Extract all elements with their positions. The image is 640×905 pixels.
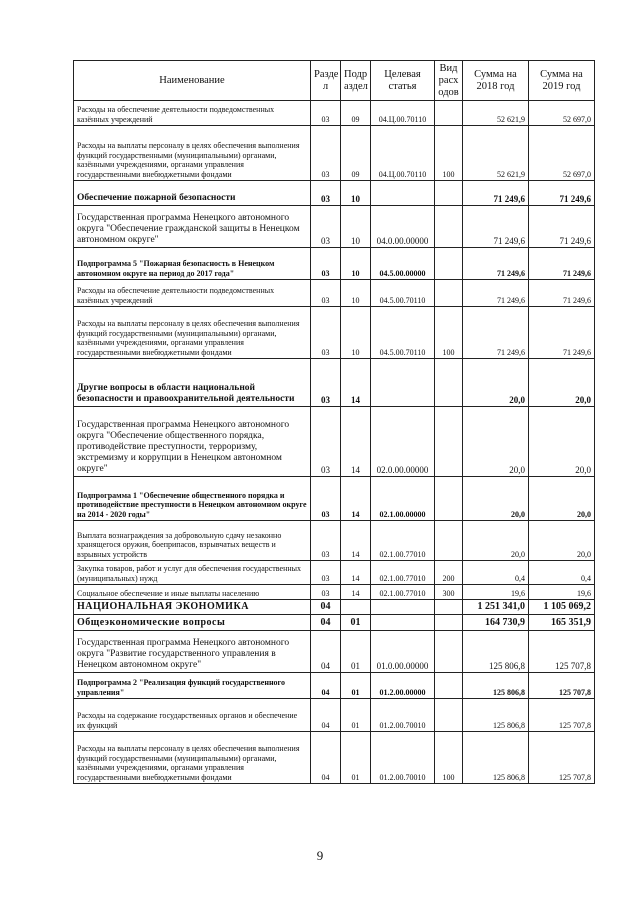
table-row	[74, 732, 595, 784]
cell-sum-2019: 20,0	[529, 407, 595, 477]
cell-podrazdel: 14	[341, 407, 371, 477]
cell-sum-2018: 71 249,6	[463, 248, 529, 280]
cell-expense-type	[435, 477, 463, 521]
cell-target-article: 02.0.00.00000	[371, 407, 435, 477]
cell-razdel: 04	[311, 600, 341, 615]
cell-sum-2019: 71 249,6	[529, 280, 595, 307]
cell-expense-type: 100	[435, 126, 463, 181]
cell-expense-type	[435, 206, 463, 248]
cell-razdel: 03	[311, 126, 341, 181]
cell-sum-2018: 164 730,9	[463, 615, 529, 631]
cell-sum-2019: 0,4	[529, 561, 595, 585]
cell-target-article	[371, 181, 435, 206]
cell-expense-type: 200	[435, 561, 463, 585]
cell-expense-type	[435, 280, 463, 307]
cell-expense-type	[435, 600, 463, 615]
cell-target-article: 04.5.00.70110	[371, 307, 435, 359]
cell-podrazdel: 14	[341, 359, 371, 407]
cell-sum-2019: 125 707,8	[529, 673, 595, 699]
cell-sum-2018: 71 249,6	[463, 181, 529, 206]
cell-sum-2019: 125 707,8	[529, 699, 595, 732]
cell-sum-2019: 52 697,0	[529, 126, 595, 181]
cell-expense-type	[435, 699, 463, 732]
cell-name: Выплата вознаграждения за добровольную сдачу незаконно хранящегося оружия, боеприпасов, взрывчатых веществ и взрывных устройств	[74, 521, 311, 561]
cell-sum-2018: 52 621,9	[463, 101, 529, 126]
table-header-row	[74, 61, 595, 101]
cell-name: Расходы на выплаты персоналу в целях обеспечения выполнения функций государственными (муниципальными) органами, казёнными учреждениями, органами управления государственными внебюджетными фондами	[74, 732, 311, 784]
cell-sum-2018: 1 251 341,0	[463, 600, 529, 615]
budget-table	[73, 60, 595, 784]
cell-razdel: 04	[311, 615, 341, 631]
cell-podrazdel: 01	[341, 732, 371, 784]
table-row	[74, 126, 595, 181]
cell-sum-2018: 125 806,8	[463, 673, 529, 699]
cell-sum-2018: 125 806,8	[463, 699, 529, 732]
cell-podrazdel: 14	[341, 561, 371, 585]
cell-razdel: 03	[311, 280, 341, 307]
cell-target-article: 01.2.00.00000	[371, 673, 435, 699]
cell-razdel: 04	[311, 699, 341, 732]
cell-razdel: 03	[311, 585, 341, 600]
cell-target-article: 04.5.00.70110	[371, 280, 435, 307]
table-row	[74, 206, 595, 248]
cell-razdel: 03	[311, 101, 341, 126]
cell-podrazdel: 10	[341, 181, 371, 206]
table-row	[74, 477, 595, 521]
cell-name: Закупка товаров, работ и услуг для обеспечения государственных (муниципальных) нужд	[74, 561, 311, 585]
cell-sum-2018: 52 621,9	[463, 126, 529, 181]
cell-sum-2019: 71 249,6	[529, 307, 595, 359]
cell-name: Обеспечение пожарной безопасности	[74, 181, 311, 206]
cell-sum-2018: 20,0	[463, 359, 529, 407]
cell-sum-2019: 1 105 069,2	[529, 600, 595, 615]
cell-target-article: 02.1.00.77010	[371, 561, 435, 585]
cell-podrazdel: 14	[341, 585, 371, 600]
table-row	[74, 181, 595, 206]
cell-expense-type	[435, 407, 463, 477]
cell-podrazdel: 10	[341, 206, 371, 248]
header-target-article: Целевая статья	[371, 61, 435, 101]
table-row	[74, 615, 595, 631]
cell-podrazdel: 10	[341, 280, 371, 307]
table-row	[74, 101, 595, 126]
cell-razdel: 03	[311, 248, 341, 280]
cell-podrazdel: 14	[341, 521, 371, 561]
cell-expense-type	[435, 101, 463, 126]
cell-razdel: 03	[311, 561, 341, 585]
cell-target-article: 02.1.00.00000	[371, 477, 435, 521]
cell-sum-2018: 20,0	[463, 521, 529, 561]
cell-name: Государственная программа Ненецкого автономного округа "Обеспечение общественного порядка, противодействие преступности, терроризму, экстремизму и коррупции в Ненецком автономном округе"	[74, 407, 311, 477]
cell-sum-2019: 71 249,6	[529, 181, 595, 206]
header-expense-type: Вид расх одов	[435, 61, 463, 101]
cell-sum-2019: 52 697,0	[529, 101, 595, 126]
cell-razdel: 03	[311, 521, 341, 561]
cell-name: Подпрограмма 2 "Реализация функций государственного управления"	[74, 673, 311, 699]
cell-expense-type	[435, 181, 463, 206]
cell-expense-type: 100	[435, 307, 463, 359]
cell-expense-type	[435, 521, 463, 561]
table-row	[74, 248, 595, 280]
header-podrazdel: Подр аздел	[341, 61, 371, 101]
cell-podrazdel: 09	[341, 126, 371, 181]
cell-name: Расходы на выплаты персоналу в целях обеспечения выполнения функций государственными (муниципальными) органами, казёнными учреждениями, органами управления государственными внебюджетными фондами	[74, 307, 311, 359]
cell-sum-2019: 125 707,8	[529, 732, 595, 784]
cell-name: Социальное обеспечение и иные выплаты населению	[74, 585, 311, 600]
cell-podrazdel: 01	[341, 615, 371, 631]
table-row	[74, 600, 595, 615]
cell-sum-2019: 20,0	[529, 477, 595, 521]
cell-name: Подпрограмма 5 "Пожарная безопасность в Ненецком автономном округе на период до 2017 года"	[74, 248, 311, 280]
cell-sum-2019: 71 249,6	[529, 206, 595, 248]
cell-expense-type: 100	[435, 732, 463, 784]
cell-target-article	[371, 600, 435, 615]
cell-sum-2018: 20,0	[463, 477, 529, 521]
cell-razdel: 04	[311, 673, 341, 699]
cell-name: Расходы на обеспечение деятельности подведомственных казённых учреждений	[74, 101, 311, 126]
cell-target-article: 01.2.00.70010	[371, 699, 435, 732]
cell-sum-2019: 125 707,8	[529, 631, 595, 673]
page-number: 9	[316, 848, 324, 863]
cell-razdel: 03	[311, 307, 341, 359]
cell-name: Государственная программа Ненецкого автономного округа "Обеспечение гражданской защиты в Ненецком автономном округе"	[74, 206, 311, 248]
cell-razdel: 03	[311, 206, 341, 248]
cell-podrazdel: 14	[341, 477, 371, 521]
cell-razdel: 03	[311, 477, 341, 521]
cell-expense-type	[435, 631, 463, 673]
cell-name: Расходы на обеспечение деятельности подведомственных казённых учреждений	[74, 280, 311, 307]
cell-sum-2018: 125 806,8	[463, 631, 529, 673]
cell-target-article: 01.2.00.70010	[371, 732, 435, 784]
cell-expense-type	[435, 615, 463, 631]
header-name: Наименование	[74, 61, 311, 101]
table-row	[74, 307, 595, 359]
cell-razdel: 03	[311, 407, 341, 477]
table-row	[74, 280, 595, 307]
table-row	[74, 631, 595, 673]
table-row	[74, 359, 595, 407]
cell-sum-2018: 20,0	[463, 407, 529, 477]
cell-target-article: 04.Ц.00.70110	[371, 101, 435, 126]
header-sum-2019: Сумма на 2019 год	[529, 61, 595, 101]
cell-name: НАЦИОНАЛЬНАЯ ЭКОНОМИКА	[74, 600, 311, 615]
cell-podrazdel: 09	[341, 101, 371, 126]
cell-podrazdel	[341, 600, 371, 615]
cell-target-article: 02.1.00.77010	[371, 521, 435, 561]
cell-razdel: 03	[311, 181, 341, 206]
cell-sum-2018: 19,6	[463, 585, 529, 600]
cell-target-article: 04.5.00.00000	[371, 248, 435, 280]
cell-target-article	[371, 615, 435, 631]
cell-sum-2019: 20,0	[529, 359, 595, 407]
cell-razdel: 03	[311, 359, 341, 407]
cell-target-article	[371, 359, 435, 407]
cell-podrazdel: 01	[341, 699, 371, 732]
table-row	[74, 561, 595, 585]
table-row	[74, 521, 595, 561]
cell-sum-2019: 71 249,6	[529, 248, 595, 280]
header-razdel: Разде л	[311, 61, 341, 101]
cell-sum-2018: 71 249,6	[463, 280, 529, 307]
cell-podrazdel: 01	[341, 673, 371, 699]
cell-sum-2018: 125 806,8	[463, 732, 529, 784]
cell-name: Государственная программа Ненецкого автономного округа "Развитие государственного управления в Ненецком автономном округе"	[74, 631, 311, 673]
cell-target-article: 04.0.00.00000	[371, 206, 435, 248]
cell-expense-type	[435, 673, 463, 699]
cell-sum-2018: 71 249,6	[463, 206, 529, 248]
cell-name: Расходы на выплаты персоналу в целях обеспечения выполнения функций государственными (муниципальными) органами, казёнными учреждениями, органами управления государственными внебюджетными фондами	[74, 126, 311, 181]
cell-target-article: 02.1.00.77010	[371, 585, 435, 600]
cell-name: Расходы на содержание государственных органов и обеспечение их функций	[74, 699, 311, 732]
cell-target-article: 01.0.00.00000	[371, 631, 435, 673]
cell-sum-2018: 71 249,6	[463, 307, 529, 359]
cell-podrazdel: 10	[341, 307, 371, 359]
cell-podrazdel: 10	[341, 248, 371, 280]
cell-sum-2019: 20,0	[529, 521, 595, 561]
cell-expense-type	[435, 359, 463, 407]
cell-expense-type: 300	[435, 585, 463, 600]
table-row	[74, 407, 595, 477]
cell-name: Подпрограмма 1 "Обеспечение общественного порядка и противодействие преступности в Ненецком автономном округе на 2014 - 2020 годы"	[74, 477, 311, 521]
cell-expense-type	[435, 248, 463, 280]
cell-name: Другие вопросы в области национальной безопасности и правоохранительной деятельности	[74, 359, 311, 407]
cell-podrazdel: 01	[341, 631, 371, 673]
cell-razdel: 04	[311, 732, 341, 784]
cell-sum-2019: 165 351,9	[529, 615, 595, 631]
table-row	[74, 673, 595, 699]
header-sum-2018: Сумма на 2018 год	[463, 61, 529, 101]
cell-target-article: 04.Ц.00.70110	[371, 126, 435, 181]
table-row	[74, 585, 595, 600]
cell-name: Общеэкономические вопросы	[74, 615, 311, 631]
cell-sum-2018: 0,4	[463, 561, 529, 585]
table-row	[74, 699, 595, 732]
cell-razdel: 04	[311, 631, 341, 673]
cell-sum-2019: 19,6	[529, 585, 595, 600]
